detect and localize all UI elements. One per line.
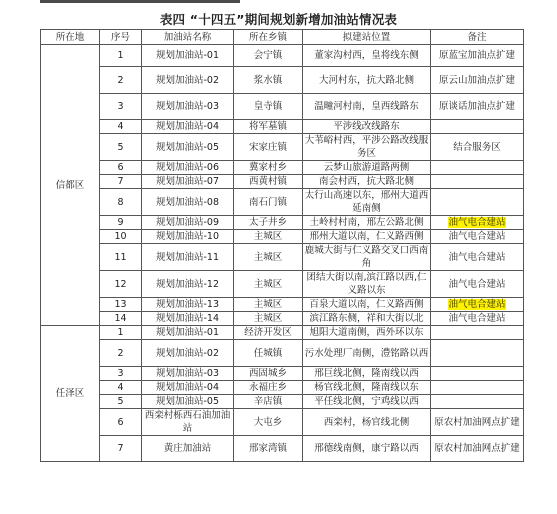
location-cell: 土岭村村南，邢左公路北侧: [303, 216, 431, 230]
table-row: [41, 298, 524, 312]
note-cell: [431, 161, 524, 175]
number-cell: 8: [100, 189, 142, 216]
station-name-cell: 规划加油站-04: [142, 381, 234, 395]
station-name-cell: 规划加油站-07: [142, 175, 234, 189]
station-name-cell: 规划加油站-12: [142, 271, 234, 298]
table-row: [41, 45, 524, 67]
note-highlight: 油气电合建站: [448, 217, 506, 228]
station-name-cell: 规划加油站-01: [142, 326, 234, 340]
table-row: [41, 120, 524, 134]
note-cell: [431, 216, 524, 230]
town-cell: 经济开发区: [234, 326, 303, 340]
station-name-cell: 规划加油站-08: [142, 189, 234, 216]
number-cell: 5: [100, 134, 142, 161]
town-cell: 任城镇: [234, 340, 303, 367]
town-cell: 主城区: [234, 312, 303, 326]
town-cell: 西固城乡: [234, 367, 303, 381]
location-cell: 董家沟村西，皇将线东侧: [303, 45, 431, 67]
location-cell: 滨江路东侧，祥和大街以北: [303, 312, 431, 326]
location-cell: 邢巨线北侧，隆南线以西: [303, 367, 431, 381]
location-cell: 云梦山旅游道路两侧: [303, 161, 431, 175]
header-row: [41, 30, 524, 45]
table-row: [41, 395, 524, 409]
town-cell: 主城区: [234, 230, 303, 244]
note-cell: [431, 298, 524, 312]
station-name-cell: 规划加油站-10: [142, 230, 234, 244]
header-station-name: 加油站名称: [142, 30, 234, 45]
note-cell: [431, 175, 524, 189]
region-cell: 任泽区: [41, 326, 100, 462]
town-cell: 冀家村乡: [234, 161, 303, 175]
table-row: [41, 409, 524, 436]
town-cell: 大屯乡: [234, 409, 303, 436]
number-cell: 13: [100, 298, 142, 312]
table-row: [41, 230, 524, 244]
number-cell: 1: [100, 326, 142, 340]
header-region: 所在地: [41, 30, 100, 45]
header-location: 拟建站位置: [303, 30, 431, 45]
station-name-cell: 规划加油站-02: [142, 67, 234, 94]
station-name-cell: 规划加油站-03: [142, 367, 234, 381]
number-cell: 3: [100, 367, 142, 381]
number-cell: 14: [100, 312, 142, 326]
note-cell: 原云山加油点扩建: [431, 67, 524, 94]
number-cell: 6: [100, 409, 142, 436]
number-cell: 7: [100, 175, 142, 189]
location-cell: 污水处理厂南侧，澧铭路以西: [303, 340, 431, 367]
table-row: [41, 367, 524, 381]
region-cell: 信都区: [41, 45, 100, 326]
note-cell: [431, 395, 524, 409]
number-cell: 10: [100, 230, 142, 244]
note-cell: 结合服务区: [431, 134, 524, 161]
station-name-cell: 规划加油站-09: [142, 216, 234, 230]
town-cell: 南石门镇: [234, 189, 303, 216]
number-cell: 11: [100, 244, 142, 271]
number-cell: 1: [100, 45, 142, 67]
location-cell: 团结大街以南,滨江路以西,仁义路以东: [303, 271, 431, 298]
location-cell: 旭阳大道南侧，西外环以东: [303, 326, 431, 340]
location-cell: 太行山高速以东，邢州大道西延南侧: [303, 189, 431, 216]
header-town: 所在乡镇: [234, 30, 303, 45]
town-cell: 主城区: [234, 298, 303, 312]
station-name-cell: 规划加油站-11: [142, 244, 234, 271]
number-cell: 5: [100, 395, 142, 409]
number-cell: 2: [100, 67, 142, 94]
table-body: [41, 45, 524, 462]
location-cell: 平涉线改线路东: [303, 120, 431, 134]
station-name-cell: 规划加油站-05: [142, 395, 234, 409]
note-cell: [431, 120, 524, 134]
note-cell: 油气电合建站: [431, 312, 524, 326]
town-cell: 辛店镇: [234, 395, 303, 409]
town-cell: 皇寺镇: [234, 94, 303, 120]
table-row: [41, 216, 524, 230]
number-cell: 12: [100, 271, 142, 298]
number-cell: 6: [100, 161, 142, 175]
gas-station-table: [40, 29, 524, 462]
station-name-cell: 规划加油站-04: [142, 120, 234, 134]
note-cell: 油气电合建站: [431, 244, 524, 271]
note-cell: [431, 381, 524, 395]
note-cell: 原农村加油网点扩建: [431, 436, 524, 462]
station-name-cell: 规划加油站-14: [142, 312, 234, 326]
location-cell: 邢德线南侧，康宁路以西: [303, 436, 431, 462]
location-cell: 西栾村，杨官线北侧: [303, 409, 431, 436]
table-row: [41, 244, 524, 271]
note-cell: 原农村加油网点扩建: [431, 409, 524, 436]
station-name-cell: 黄庄加油站: [142, 436, 234, 462]
table-row: [41, 189, 524, 216]
table-row: [41, 436, 524, 462]
number-cell: 4: [100, 120, 142, 134]
location-cell: 百泉大道以南，仁义路西侧: [303, 298, 431, 312]
location-cell: 杨官线北侧，隆南线以东: [303, 381, 431, 395]
header-number: 序号: [100, 30, 142, 45]
note-highlight: 油气电合建站: [448, 299, 506, 310]
number-cell: 2: [100, 340, 142, 367]
town-cell: 会宁镇: [234, 45, 303, 67]
top-border-line: [40, 0, 240, 3]
station-name-cell: 规划加油站-03: [142, 94, 234, 120]
table-row: [41, 381, 524, 395]
table-row: [41, 175, 524, 189]
number-cell: 7: [100, 436, 142, 462]
number-cell: 3: [100, 94, 142, 120]
town-cell: 西黄村镇: [234, 175, 303, 189]
table-row: [41, 94, 524, 120]
town-cell: 主城区: [234, 271, 303, 298]
header-note: 备注: [431, 30, 524, 45]
note-cell: 原蓝宝加油点扩建: [431, 45, 524, 67]
note-cell: 油气电合建站: [431, 230, 524, 244]
station-name-cell: 西栾村栎西石油加油站: [142, 409, 234, 436]
table-row: [41, 340, 524, 367]
station-name-cell: 规划加油站-01: [142, 45, 234, 67]
town-cell: 浆水镇: [234, 67, 303, 94]
location-cell: 温疃河村南，皇西线路东: [303, 94, 431, 120]
table-row: [41, 326, 524, 340]
station-name-cell: 规划加油站-06: [142, 161, 234, 175]
station-name-cell: 规划加油站-05: [142, 134, 234, 161]
location-cell: 南会村西，抗大路北侧: [303, 175, 431, 189]
town-cell: 将军墓镇: [234, 120, 303, 134]
station-name-cell: 规划加油站-02: [142, 340, 234, 367]
number-cell: 4: [100, 381, 142, 395]
town-cell: 主城区: [234, 244, 303, 271]
table-row: [41, 312, 524, 326]
table-row: [41, 271, 524, 298]
town-cell: 宋家庄镇: [234, 134, 303, 161]
station-name-cell: 规划加油站-13: [142, 298, 234, 312]
location-cell: 鹿城大街与仁义路交叉口西南角: [303, 244, 431, 271]
number-cell: 9: [100, 216, 142, 230]
location-cell: 平任线北侧，宁鸡线以西: [303, 395, 431, 409]
note-cell: [431, 189, 524, 216]
town-cell: 太子井乡: [234, 216, 303, 230]
location-cell: 邢州大道以南，仁义路西侧: [303, 230, 431, 244]
table-row: [41, 67, 524, 94]
note-cell: [431, 340, 524, 367]
location-cell: 大河村东，抗大路北侧: [303, 67, 431, 94]
note-cell: 原谈话加油点扩建: [431, 94, 524, 120]
note-cell: 油气电合建站: [431, 271, 524, 298]
town-cell: 邢家湾镇: [234, 436, 303, 462]
table-row: [41, 134, 524, 161]
note-cell: [431, 326, 524, 340]
location-cell: 大苇峪村西，平涉公路改线服务区: [303, 134, 431, 161]
table-row: [41, 161, 524, 175]
town-cell: 永福庄乡: [234, 381, 303, 395]
note-cell: [431, 367, 524, 381]
table-title: 表四 “十四五”期间规划新增加油站情况表: [159, 12, 398, 27]
